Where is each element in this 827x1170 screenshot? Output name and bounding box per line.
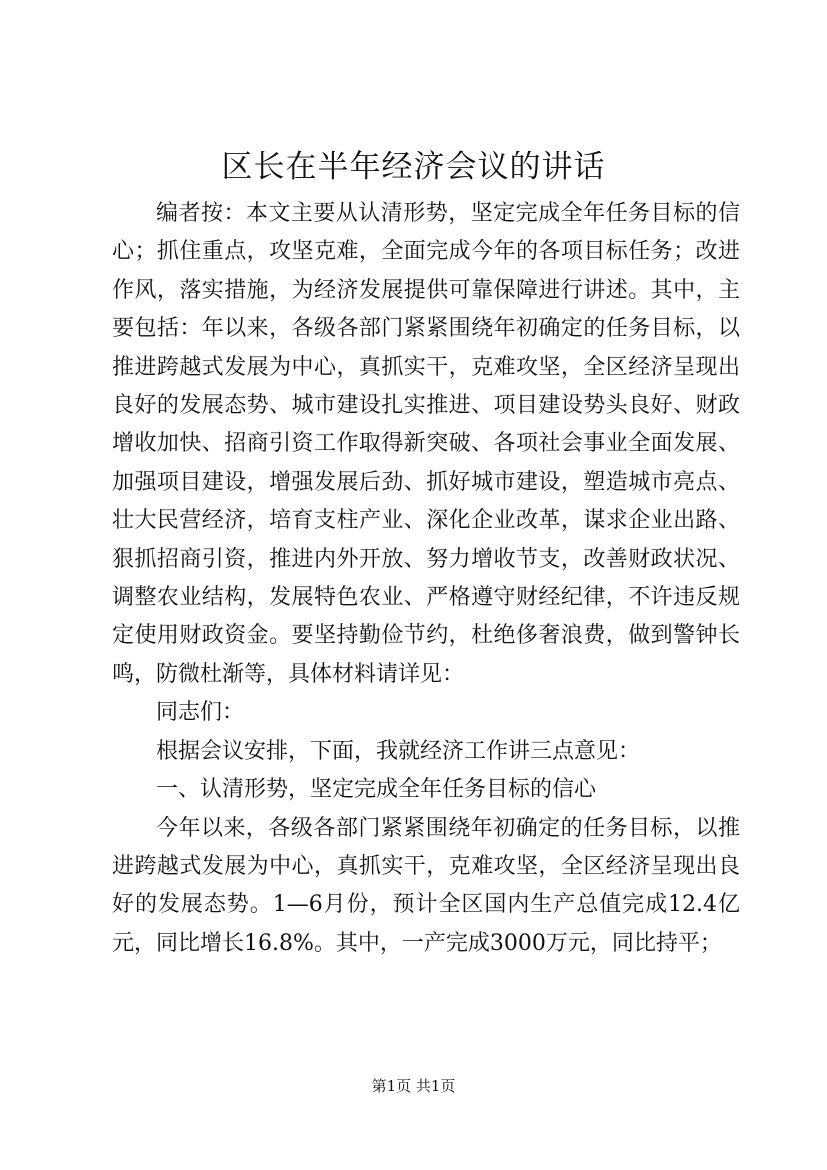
page-footer: 第1页 共1页 (371, 1077, 456, 1095)
document-title: 区长在半年经济会议的讲话 (221, 149, 606, 185)
salutation-paragraph: 同志们： (156, 700, 245, 726)
editor-note-paragraph: 编者按：本文主要从认清形势，坚定完成全年任务目标的信心；抓住重点，攻坚克难，全面完成今年的各项目标任务；改进作风，落实措施，为经济发展提供可靠保障进行讲述。其中，主要包括：年以来，各级各部门紧紧围绕年初确定的任务目标，以推进跨越式发展为中心，真抓实干，克难攻坚，全区经济呈现出良好的发展态势、城市建设扎实推进、项目建设势头良好、财政增收加快、招商引资工作取得新突破、各项社会事业全面发展、加强项目建设，增强发展后劲、抓好城市建设，塑造城市亮点、壮大民营经济，培育支柱产业、深化企业改革，谋求企业出路、狠抓招商引资，推进内外开放、努力增收节支，改善财政状况、调整农业结构，发展特色农业、严格遵守财经纪律，不许违反规定使用财政资金。要坚持勤俭节约，杜绝侈奢浪费，做到警钟长鸣，防微杜渐等，具体材料请详见： (112, 201, 740, 687)
document-body (112, 195, 740, 963)
body-paragraph: 今年以来，各级各部门紧紧围绕年初确定的任务目标，以推进跨越式发展为中心，真抓实干，克难攻坚，全区经济呈现出良好的发展态势。1—6月份，预计全区国内生产总值完成12.4亿元，同比增长16.8%。其中，一产完成3000万元，同比持平； (112, 815, 740, 956)
section-heading-one: 一、认清形势，坚定完成全年任务目标的信心 (156, 777, 597, 803)
intro-paragraph: 根据会议安排，下面，我就经济工作讲三点意见： (156, 738, 641, 764)
